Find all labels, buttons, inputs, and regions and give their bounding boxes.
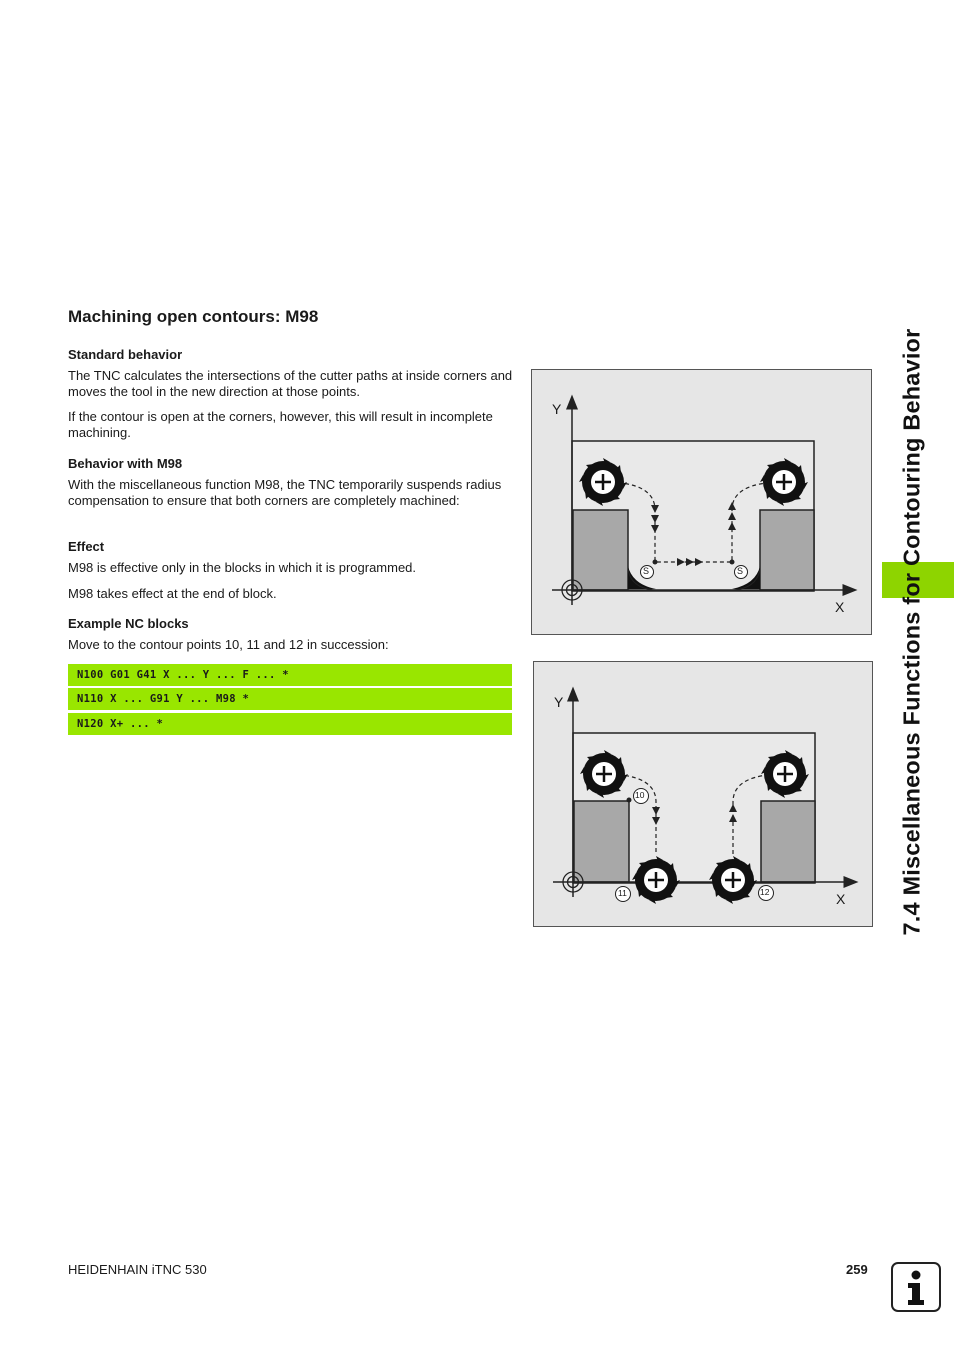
paragraph: M98 takes effect at the end of block. xyxy=(68,586,277,601)
paragraph: Move to the contour points 10, 11 and 12 in succession: xyxy=(68,637,389,652)
paragraph: If the contour is open at the corners, however, this will result in incomplete machining. xyxy=(68,409,493,441)
y-axis-label: Y xyxy=(554,694,564,710)
page-number: 259 xyxy=(846,1262,868,1277)
point-11-label: 11 xyxy=(618,888,627,898)
code-block-n100: N100 G01 G41 X ... Y ... F ... * xyxy=(68,664,512,686)
subheading-effect: Effect xyxy=(68,539,105,554)
footer-product: HEIDENHAIN iTNC 530 xyxy=(68,1262,207,1277)
point-12-label: 12 xyxy=(760,887,770,897)
section-heading: Machining open contours: M98 xyxy=(68,307,319,326)
point-10-label: 10 xyxy=(635,790,645,800)
figure-behavior-m98 xyxy=(533,661,873,927)
chapter-side-title-text: 7.4 Miscellaneous Functions for Contouring Behavior xyxy=(898,328,925,936)
marker-s-left: S xyxy=(643,566,650,576)
y-axis-label: Y xyxy=(552,401,562,417)
figure-standard-behavior xyxy=(531,369,872,635)
subheading-behavior-m98: Behavior with M98 xyxy=(68,456,183,471)
code-block-n110: N110 X ... G91 Y ... M98 * xyxy=(68,688,512,710)
info-icon xyxy=(891,1262,941,1312)
paragraph: With the miscellaneous function M98, the TNC temporarily suspends radius compensation to ensure that both corners are completely machined: xyxy=(68,477,502,509)
x-axis-label: X xyxy=(836,891,846,907)
paragraph: The TNC calculates the intersections of the cutter paths at inside corners and moves the tool in the new direction at those points. xyxy=(68,368,513,400)
x-axis-label: X xyxy=(835,599,845,615)
subheading-standard-behavior: Standard behavior xyxy=(68,347,183,362)
paragraph: M98 is effective only in the blocks in which it is programmed. xyxy=(68,560,417,575)
marker-s-right: S xyxy=(737,566,744,576)
subheading-example: Example NC blocks xyxy=(68,616,189,631)
code-block-n120: N120 X+ ... * xyxy=(68,713,512,735)
